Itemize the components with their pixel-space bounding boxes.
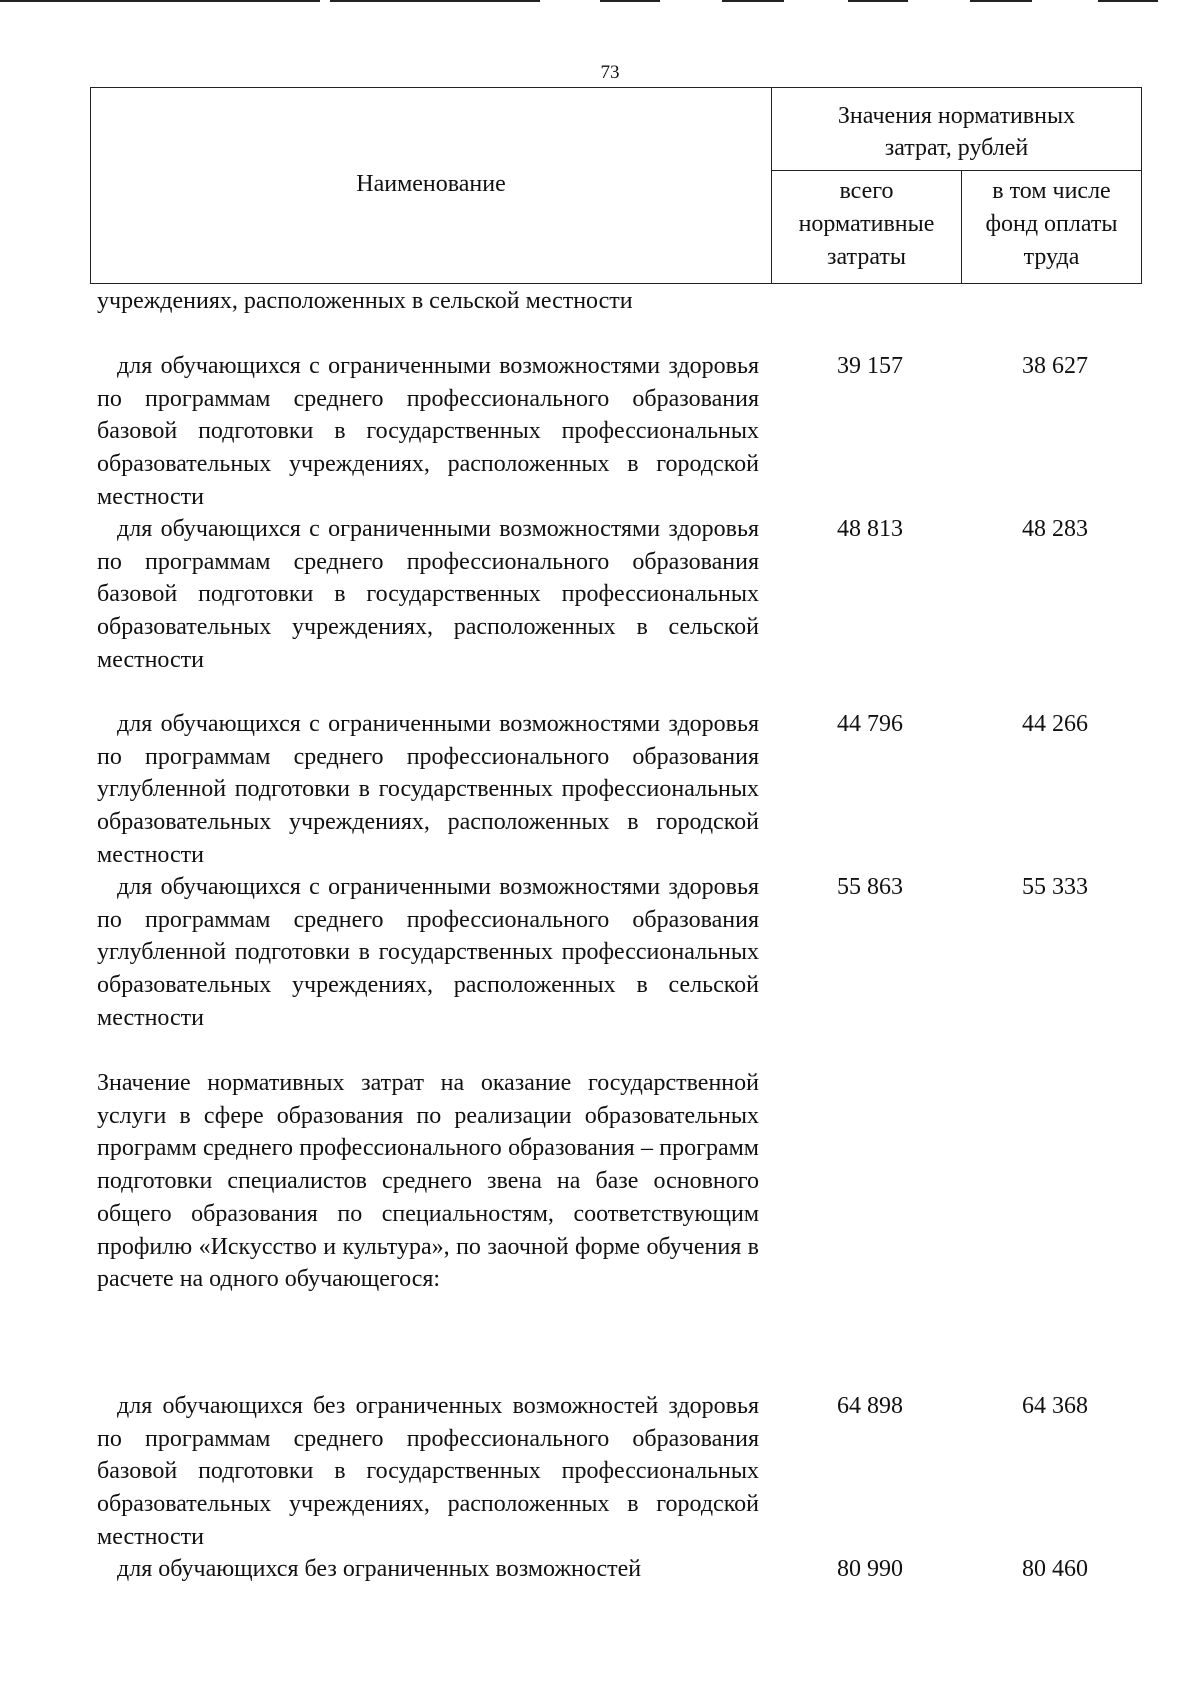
scan-artifact-lines	[0, 0, 1200, 6]
row-payroll: 48 283	[1022, 516, 1088, 542]
total-column-header: всего нормативные затраты	[772, 171, 962, 283]
row-label: для обучающихся с ограниченными возможностями здоровья по программам среднего профессионального образования базовой подготовки в государственных профессиональных образовательных учреждениях, расположенных в сельской местности	[97, 516, 759, 673]
table-row	[97, 1067, 1142, 1296]
table-header	[90, 87, 1142, 284]
payroll-column-header: в том числе фонд оплаты труда	[985, 178, 1118, 270]
table-row	[97, 513, 1142, 677]
row-total: 48 813	[837, 516, 903, 542]
table-row	[97, 1553, 1142, 1586]
row-total: 39 157	[837, 353, 903, 379]
page-number: 73	[600, 62, 620, 83]
row-payroll: 55 333	[1022, 874, 1088, 900]
row-payroll: 80 460	[1022, 1556, 1088, 1582]
row-payroll: 64 368	[1022, 1393, 1088, 1419]
row-label: для обучающихся без ограниченных возможностей здоровья по программам среднего профессионального образования базовой подготовки в государственных профессиональных образовательных учреждениях, расположенных в городской местности	[97, 1393, 759, 1550]
row-total: 64 898	[837, 1393, 903, 1419]
row-payroll: 44 266	[1022, 711, 1088, 737]
table-row	[97, 708, 1142, 872]
row-label: Значение нормативных затрат на оказание государственной услуги в сфере образования по реализации образовательных программ среднего профессионального образования – программ подготовки специалистов среднего звена на базе основного общего образования по специальностям, соответствующим профилю «Искусство и культура», по заочной форме обучения в расчете на одного обучающегося:	[97, 1070, 759, 1293]
name-column-header	[91, 88, 772, 283]
row-label: учреждениях, расположенных в сельской местности	[97, 288, 633, 314]
table-row	[97, 1390, 1142, 1554]
values-group-header: Значения нормативных затрат, рублей	[772, 88, 1141, 171]
name-column-label: Наименование	[356, 171, 506, 197]
row-total: 44 796	[837, 711, 903, 737]
table-row	[97, 285, 1142, 318]
row-label: для обучающихся с ограниченными возможностями здоровья по программам среднего профессионального образования углубленной подготовки в государственных профессиональных образовательных учреждениях, расположенных в сельской местности	[97, 874, 759, 1031]
table-row	[97, 350, 1142, 514]
row-total: 55 863	[837, 874, 903, 900]
row-total: 80 990	[837, 1556, 903, 1582]
row-label: для обучающихся без ограниченных возможностей	[117, 1556, 642, 1582]
row-label: для обучающихся с ограниченными возможностями здоровья по программам среднего профессионального образования углубленной подготовки в государственных профессиональных образовательных учреждениях, расположенных в городской местности	[97, 711, 759, 868]
table-row	[97, 871, 1142, 1035]
row-label: для обучающихся с ограниченными возможностями здоровья по программам среднего профессионального образования базовой подготовки в государственных профессиональных образовательных учреждениях, расположенных в городской местности	[97, 353, 759, 510]
row-payroll: 38 627	[1022, 353, 1088, 379]
